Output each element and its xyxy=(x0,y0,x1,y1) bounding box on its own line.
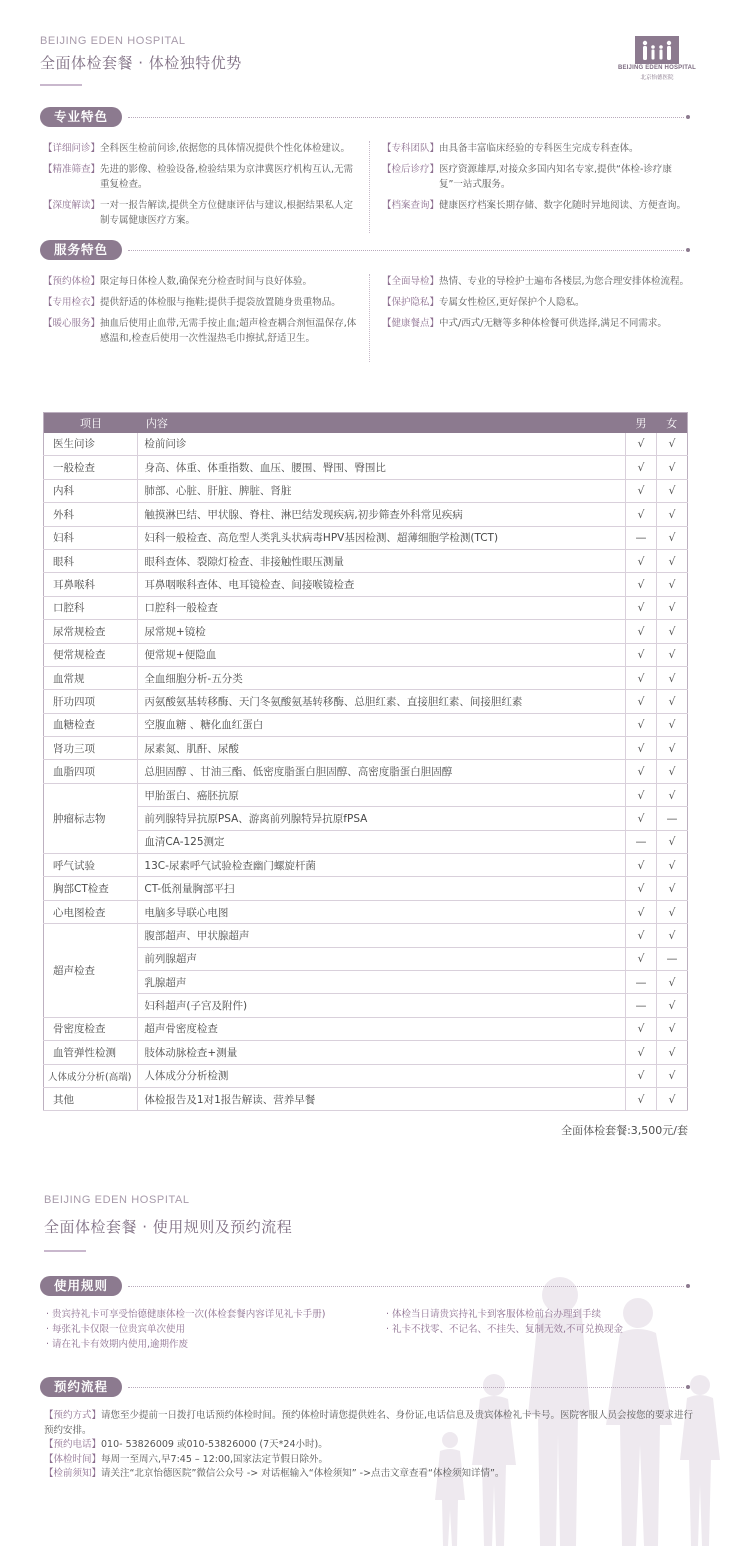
feature-tag: 【详细问诊】 xyxy=(43,143,101,154)
cell-content: 全血细胞分析-五分类 xyxy=(138,666,626,689)
flow-tag: 【检前须知】 xyxy=(44,1468,102,1480)
rule-item: · 每张礼卡仅限一位贵宾单次使用 xyxy=(46,1324,186,1335)
feature-text: 限定每日体检人数,确保充分检查时间与良好体验。 xyxy=(100,276,313,287)
flow-tag: 【预约电话】 xyxy=(44,1439,102,1451)
cell-content: 总胆固醇 、甘油三酯、低密度脂蛋白胆固醇、高密度脂蛋白胆固醇 xyxy=(138,760,626,783)
table-row xyxy=(44,783,688,806)
section-heading-service: 服务特色 xyxy=(40,240,122,260)
cell-female: — xyxy=(657,947,688,970)
cell-male: √ xyxy=(626,713,657,736)
cell-male: — xyxy=(626,526,657,549)
divider-dot xyxy=(686,248,690,252)
cell-female: √ xyxy=(657,573,688,596)
cell-content: 前列腺特异抗原PSA、游离前列腺特异抗原fPSA xyxy=(138,807,626,830)
section-heading-professional: 专业特色 xyxy=(40,107,122,127)
feature-item xyxy=(43,274,361,289)
cell-content: 妇科一般检查、高危型人类乳头状病毒HPV基因检测、超薄细胞学检测(TCT) xyxy=(138,526,626,549)
divider-dotted xyxy=(128,250,684,251)
cell-project: 外科 xyxy=(44,503,138,526)
divider-dotted xyxy=(128,1286,684,1287)
divider-dotted xyxy=(128,117,684,118)
table-row xyxy=(44,760,688,783)
table-row xyxy=(44,456,688,479)
cell-female: √ xyxy=(657,666,688,689)
cell-female: √ xyxy=(657,830,688,853)
feature-text: 中式/西式/无糖等多种体检餐可供选择,满足不同需求。 xyxy=(439,318,667,329)
cell-content: 妇科超声(子宫及附件) xyxy=(138,994,626,1017)
table-row xyxy=(44,526,688,549)
feature-tag: 【健康餐点】 xyxy=(382,318,440,329)
feature-item xyxy=(43,316,361,346)
feature-item xyxy=(382,162,692,192)
feature-text: 由具备丰富临床经验的专科医生完成专科查体。 xyxy=(439,143,639,154)
feature-tag: 【专科团队】 xyxy=(382,143,440,154)
cell-content: 口腔科一般检查 xyxy=(138,596,626,619)
cell-content: 腹部超声、甲状腺超声 xyxy=(138,924,626,947)
feature-item xyxy=(382,316,692,331)
table-row xyxy=(44,1017,688,1040)
cell-content: 眼科查体、裂隙灯检查、非接触性眼压测量 xyxy=(138,549,626,572)
table-row xyxy=(44,620,688,643)
feature-tag: 【专用检衣】 xyxy=(43,297,101,308)
table-row xyxy=(44,643,688,666)
table-row xyxy=(44,573,688,596)
feature-text: 健康医疗档案长期存储、数字化随时异地阅读、方便查询。 xyxy=(439,200,687,211)
cell-female: √ xyxy=(657,526,688,549)
feature-text: 提供舒适的体检服与拖鞋;提供手提袋放置随身贵重物品。 xyxy=(100,297,341,308)
cell-female: √ xyxy=(657,620,688,643)
footer-title: 全面体检套餐 · 使用规则及预约流程 xyxy=(44,1218,293,1236)
rules-left-column xyxy=(46,1307,386,1352)
cell-content: CT-低剂量胸部平扫 xyxy=(138,877,626,900)
flow-text: 请您至少提前一日拨打电话预约体检时间。预约体检时请您提供姓名、身份证,电话信息及贵宾体检礼卡卡号。医院客服人员会按您的要求进行预约安排。 xyxy=(44,1410,694,1436)
feature-text: 专属女性检区,更好保护个人隐私。 xyxy=(439,297,585,308)
table-row xyxy=(44,830,688,853)
cell-female: √ xyxy=(657,783,688,806)
cell-male: √ xyxy=(626,456,657,479)
cell-project: 肿瘤标志物 xyxy=(44,783,138,853)
cell-project: 眼科 xyxy=(44,549,138,572)
professional-right-column xyxy=(382,141,692,219)
cell-male: √ xyxy=(626,1087,657,1110)
feature-text: 医疗资源雄厚,对接众多国内知名专家,提供“体检-诊疗康复”一站式服务。 xyxy=(439,164,672,190)
cell-female: √ xyxy=(657,479,688,502)
package-price: 全面体检套餐:3,500元/套 xyxy=(561,1124,688,1137)
feature-text: 全科医生检前问诊,依据您的具体情况提供个性化体检建议。 xyxy=(100,143,351,154)
footer-brand-en: BEIJING EDEN HOSPITAL xyxy=(44,1194,190,1206)
table-row xyxy=(44,1087,688,1110)
table-row xyxy=(44,877,688,900)
feature-text: 热情、专业的导检护士遍布各楼层,为您合理安排体检流程。 xyxy=(439,276,690,287)
cell-content: 身高、体重、体重指数、血压、腰围、臀围、臀围比 xyxy=(138,456,626,479)
cell-content: 甲胎蛋白、癌胚抗原 xyxy=(138,783,626,806)
cell-female: √ xyxy=(657,713,688,736)
cell-female: √ xyxy=(657,503,688,526)
cell-female: √ xyxy=(657,1017,688,1040)
cell-female: √ xyxy=(657,994,688,1017)
professional-left-column xyxy=(43,141,361,234)
cell-female: √ xyxy=(657,1087,688,1110)
cell-project: 血管弹性检测 xyxy=(44,1041,138,1064)
table-row xyxy=(44,970,688,993)
cell-female: √ xyxy=(657,690,688,713)
cell-male: √ xyxy=(626,924,657,947)
cell-female: √ xyxy=(657,924,688,947)
cell-male: √ xyxy=(626,596,657,619)
divider-dot xyxy=(686,1284,690,1288)
cell-project: 胸部CT检查 xyxy=(44,877,138,900)
table-row xyxy=(44,854,688,877)
cell-content: 空腹血糖 、糖化血红蛋白 xyxy=(138,713,626,736)
cell-male: √ xyxy=(626,433,657,456)
divider-dotted xyxy=(128,1387,684,1388)
cell-female: √ xyxy=(657,596,688,619)
cell-project: 其他 xyxy=(44,1087,138,1110)
feature-item xyxy=(43,295,361,310)
cell-project: 血常规 xyxy=(44,666,138,689)
feature-tag: 【档案查询】 xyxy=(382,200,440,211)
cell-male: — xyxy=(626,994,657,1017)
rules-right-column xyxy=(386,1307,706,1337)
cell-content: 人体成分分析检测 xyxy=(138,1064,626,1087)
cell-project: 便常规检查 xyxy=(44,643,138,666)
rule-item: · 请在礼卡有效期内使用,逾期作废 xyxy=(46,1339,189,1350)
column-divider xyxy=(369,274,370,362)
cell-content: 超声骨密度检查 xyxy=(138,1017,626,1040)
feature-item xyxy=(43,198,361,228)
feature-tag: 【检后诊疗】 xyxy=(382,164,440,175)
cell-male: √ xyxy=(626,666,657,689)
cell-female: √ xyxy=(657,643,688,666)
table-row xyxy=(44,807,688,830)
feature-tag: 【保护隐私】 xyxy=(382,297,440,308)
table-row xyxy=(44,596,688,619)
cell-male: √ xyxy=(626,1017,657,1040)
cell-project: 尿常规检查 xyxy=(44,620,138,643)
logo-en: BEIJING EDEN HOSPITAL xyxy=(617,65,697,71)
cell-male: √ xyxy=(626,643,657,666)
cell-content: 肺部、心脏、肝脏、脾脏、肾脏 xyxy=(138,479,626,502)
divider-dot xyxy=(686,1385,690,1389)
feature-tag: 【全面导检】 xyxy=(382,276,440,287)
cell-project: 超声检查 xyxy=(44,924,138,1018)
flow-item xyxy=(44,1438,696,1453)
flow-text: 010- 53826009 或010-53826000 (7天*24小时)。 xyxy=(101,1439,328,1451)
flow-text: 请关注“北京怡德医院”微信公众号 -> 对话框输入“体检须知” ->点击文章查看“体检须知详情”。 xyxy=(101,1468,505,1480)
cell-male: √ xyxy=(626,1041,657,1064)
booking-flow xyxy=(44,1409,696,1482)
table-row xyxy=(44,713,688,736)
table-header-row xyxy=(44,413,688,433)
cell-male: √ xyxy=(626,690,657,713)
feature-tag: 【暖心服务】 xyxy=(43,318,101,329)
feature-item xyxy=(382,274,692,289)
cell-male: √ xyxy=(626,854,657,877)
table-row xyxy=(44,947,688,970)
cell-project: 人体成分分析(高端) xyxy=(44,1064,138,1087)
feature-tag: 【深度解读】 xyxy=(43,200,101,211)
flow-item xyxy=(44,1453,696,1468)
cell-male: √ xyxy=(626,947,657,970)
cell-project: 血脂四项 xyxy=(44,760,138,783)
cell-male: — xyxy=(626,830,657,853)
cell-male: √ xyxy=(626,503,657,526)
cell-female: — xyxy=(657,807,688,830)
cell-female: √ xyxy=(657,433,688,456)
cell-male: √ xyxy=(626,877,657,900)
feature-tag: 【预约体检】 xyxy=(43,276,101,287)
cell-project: 妇科 xyxy=(44,526,138,549)
table-row xyxy=(44,433,688,456)
cell-content: 检前问诊 xyxy=(138,433,626,456)
table-row xyxy=(44,900,688,923)
flow-text: 每周一至周六,早7:45 – 12:00,国家法定节假日除外。 xyxy=(101,1453,329,1465)
feature-text: 一对一报告解读,提供全方位健康评估与建议,根据结果私人定制专属健康医疗方案。 xyxy=(100,200,354,226)
cell-content: 肢体动脉检查+测量 xyxy=(138,1041,626,1064)
cell-female: √ xyxy=(657,1064,688,1087)
flow-tag: 【体检时间】 xyxy=(44,1453,102,1465)
table-row xyxy=(44,666,688,689)
feature-item xyxy=(382,198,692,213)
page-title: 全面体检套餐 · 体检独特优势 xyxy=(40,54,242,72)
table-body xyxy=(44,433,688,1111)
cell-female: √ xyxy=(657,760,688,783)
col-header-project: 项目 xyxy=(44,413,138,433)
cell-content: 尿素氮、肌酐、尿酸 xyxy=(138,737,626,760)
cell-male: — xyxy=(626,970,657,993)
cell-content: 电脑多导联心电图 xyxy=(138,900,626,923)
divider-dot xyxy=(686,115,690,119)
section-heading-rules: 使用规则 xyxy=(40,1276,122,1296)
feature-item xyxy=(43,162,361,192)
logo-cn: 北京怡德医院 xyxy=(640,75,674,81)
cell-female: √ xyxy=(657,456,688,479)
feature-text: 先进的影像、检验设备,检验结果为京津冀医疗机构互认,无需重复检查。 xyxy=(100,164,354,190)
cell-female: √ xyxy=(657,549,688,572)
package-table xyxy=(43,412,688,1111)
col-header-female: 女 xyxy=(657,413,688,433)
cell-project: 血糖检查 xyxy=(44,713,138,736)
cell-female: √ xyxy=(657,900,688,923)
cell-content: 13C-尿素呼气试验检查幽门螺旋杆菌 xyxy=(138,854,626,877)
feature-item xyxy=(382,141,692,156)
flow-item xyxy=(44,1467,696,1482)
section-heading-flow: 预约流程 xyxy=(40,1377,122,1397)
feature-item xyxy=(382,295,692,310)
cell-content: 尿常规+镜检 xyxy=(138,620,626,643)
cell-project: 内科 xyxy=(44,479,138,502)
cell-content: 耳鼻咽喉科查体、电耳镜检查、间接喉镜检查 xyxy=(138,573,626,596)
cell-male: √ xyxy=(626,549,657,572)
table-row xyxy=(44,737,688,760)
table-row xyxy=(44,690,688,713)
cell-project: 口腔科 xyxy=(44,596,138,619)
footer-accent-bar xyxy=(44,1250,86,1252)
cell-project: 一般检查 xyxy=(44,456,138,479)
table-row xyxy=(44,1041,688,1064)
cell-content: 便常规+便隐血 xyxy=(138,643,626,666)
flow-item xyxy=(44,1409,696,1438)
cell-male: √ xyxy=(626,573,657,596)
cell-female: √ xyxy=(657,970,688,993)
cell-male: √ xyxy=(626,620,657,643)
table-row xyxy=(44,924,688,947)
cell-male: √ xyxy=(626,760,657,783)
cell-project: 医生问诊 xyxy=(44,433,138,456)
cell-male: √ xyxy=(626,807,657,830)
hospital-logo xyxy=(617,34,697,80)
feature-item xyxy=(43,141,361,156)
cell-project: 骨密度检查 xyxy=(44,1017,138,1040)
service-right-column xyxy=(382,274,692,337)
table-row xyxy=(44,1064,688,1087)
cell-content: 前列腺超声 xyxy=(138,947,626,970)
table-row xyxy=(44,479,688,502)
flow-tag: 【预约方式】 xyxy=(44,1410,102,1421)
cell-male: √ xyxy=(626,900,657,923)
cell-male: √ xyxy=(626,783,657,806)
cell-content: 乳腺超声 xyxy=(138,970,626,993)
cell-female: √ xyxy=(657,854,688,877)
cell-project: 肝功四项 xyxy=(44,690,138,713)
col-header-content: 内容 xyxy=(138,413,626,433)
cell-male: √ xyxy=(626,1064,657,1087)
service-left-column xyxy=(43,274,361,352)
cell-content: 体检报告及1对1报告解读、营养早餐 xyxy=(138,1087,626,1110)
cell-content: 丙氨酸氨基转移酶、天门冬氨酸氨基转移酶、总胆红素、直接胆红素、间接胆红素 xyxy=(138,690,626,713)
table-row xyxy=(44,994,688,1017)
cell-content: 触摸淋巴结、甲状腺、脊柱、淋巴结发现疾病,初步筛查外科常见疾病 xyxy=(138,503,626,526)
cell-content: 血清CA-125测定 xyxy=(138,830,626,853)
title-accent-bar xyxy=(40,84,82,86)
cell-male: √ xyxy=(626,479,657,502)
rule-item: · 体检当日请贵宾持礼卡到客服体检前台办理到手续 xyxy=(386,1309,602,1320)
cell-project: 心电图检查 xyxy=(44,900,138,923)
cell-project: 肾功三项 xyxy=(44,737,138,760)
rule-item: · 贵宾持礼卡可享受怡德健康体检一次(体检套餐内容详见礼卡手册) xyxy=(46,1309,326,1320)
feature-tag: 【精准筛查】 xyxy=(43,164,101,175)
column-divider xyxy=(369,141,370,233)
cell-male: √ xyxy=(626,737,657,760)
col-header-male: 男 xyxy=(626,413,657,433)
cell-female: √ xyxy=(657,737,688,760)
cell-project: 耳鼻喉科 xyxy=(44,573,138,596)
brand-en: BEIJING EDEN HOSPITAL xyxy=(40,35,186,47)
feature-text: 抽血后使用止血带,无需手按止血;超声检查耦合剂恒温保存,体感温和,检查后使用一次性湿热毛巾擦拭,舒适卫生。 xyxy=(100,318,357,344)
rule-item: · 礼卡不找零、不记名、不挂失、复制无效,不可兑换现金 xyxy=(386,1324,624,1335)
table-row xyxy=(44,503,688,526)
cell-project: 呼气试验 xyxy=(44,854,138,877)
cell-female: √ xyxy=(657,1041,688,1064)
cell-female: √ xyxy=(657,877,688,900)
table-row xyxy=(44,549,688,572)
